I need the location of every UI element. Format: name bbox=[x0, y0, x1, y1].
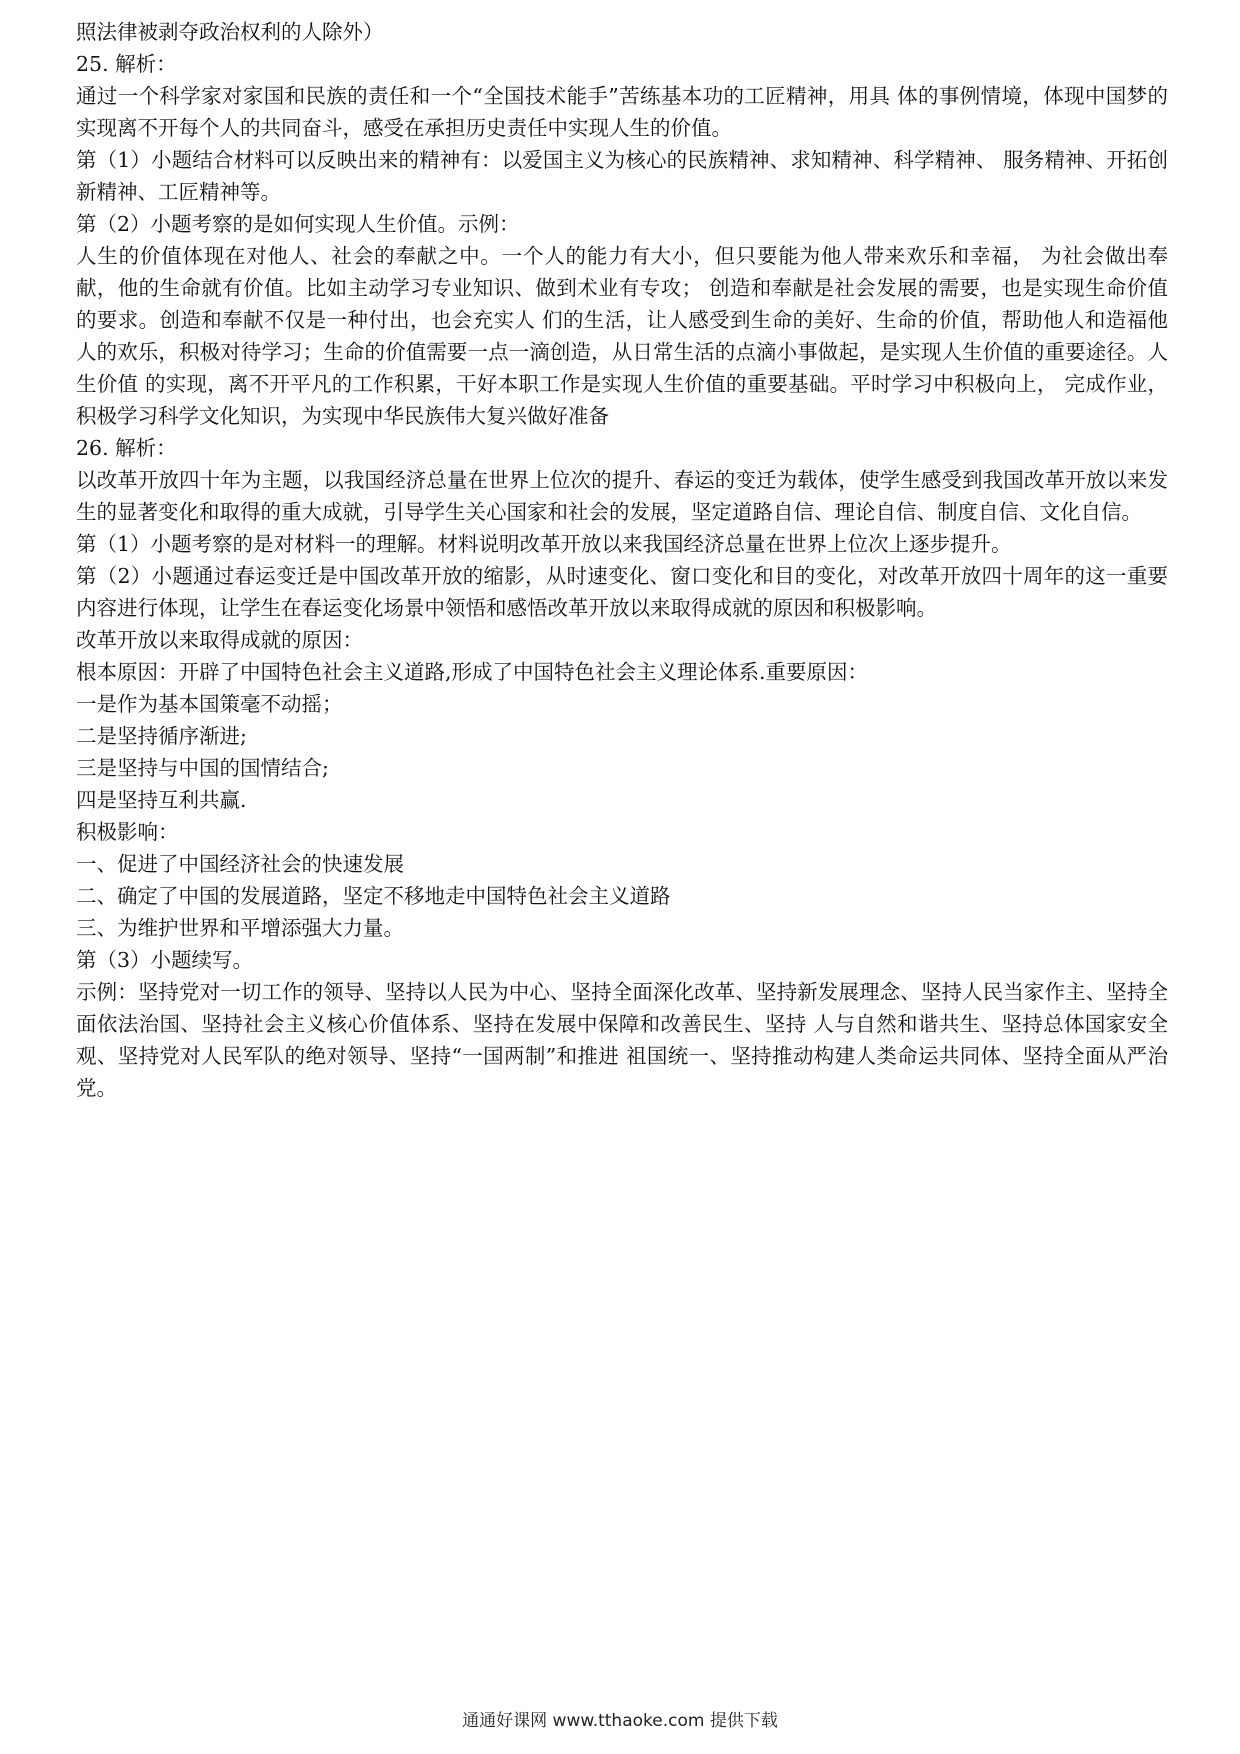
paragraph-25-example: 人生的价值体现在对他人、社会的奉献之中。一个人的能力有大小，但只要能为他人带来欢乐和幸福， 为社会做出奉献，他的生命就有价值。比如主动学习专业知识、做到术业有专攻； 创造和奉献是社会发展的需要，也是实现生命价值的要求。创造和奉献不仅是一种付出，也会充实人 们的生活，让人感受到生命的美好、生命的价值，帮助他人和造福他人的欢乐，积极对待学习；生命的价值需要一点一滴创造，从日常生活的点滴小事做起，是实现人生价值的重要途径。人生价值 的实现，离不开平凡的工作积累，干好本职工作是实现人生价值的重要基础。平时学习中积极向上， 完成作业，积极学习科学文化知识，为实现中华民族伟大复兴做好准备 bbox=[76, 244, 1168, 428]
paragraph-26-q3: 第（3）小题续写。 bbox=[76, 948, 254, 972]
paragraph-25-intro: 通过一个科学家对家国和民族的责任和一个“全国技术能手”苦练基本功的工匠精神，用具 体的事例情境，体现中国梦的实现离不开每个人的共同奋斗，感受在承担历史责任中实现人生的价值。 bbox=[76, 84, 1168, 140]
list-item-impact-3: 三、为维护世界和平增添强大力量。 bbox=[76, 916, 404, 940]
paragraph-continuation: 照法律被剥夺政治权利的人除外） bbox=[76, 20, 384, 44]
list-item-reason-2: 二是坚持循序渐进; bbox=[76, 724, 247, 748]
paragraph-26-q2: 第（2）小题通过春运变迁是中国改革开放的缩影，从时速变化、窗口变化和目的变化，对改革开放四十周年的这一重要内容进行体现，让学生在春运变化场景中领悟和感悟改革开放以来取得成就的原因和积极影响。 bbox=[76, 564, 1168, 620]
document-body bbox=[76, 16, 1168, 1104]
page-footer: 通通好课网 www.tthaoke.com 提供下载 bbox=[462, 1711, 778, 1731]
paragraph-26-q1: 第（1）小题考察的是对材料一的理解。材料说明改革开放以来我国经济总量在世界上位次上逐步提升。 bbox=[76, 532, 1012, 556]
section-heading-25: 25. 解析： bbox=[76, 52, 177, 76]
paragraph-reasons-heading: 改革开放以来取得成就的原因： bbox=[76, 628, 363, 652]
list-item-impact-2: 二、确定了中国的发展道路，坚定不移地走中国特色社会主义道路 bbox=[76, 884, 671, 908]
paragraph-25-q2: 第（2）小题考察的是如何实现人生价值。示例： bbox=[76, 212, 520, 236]
paragraph-root-cause: 根本原因：开辟了中国特色社会主义道路,形成了中国特色社会主义理论体系.重要原因： bbox=[76, 660, 869, 684]
paragraph-impact-heading: 积极影响： bbox=[76, 820, 179, 844]
list-item-reason-4: 四是坚持互利共赢. bbox=[76, 788, 247, 812]
list-item-impact-1: 一、促进了中国经济社会的快速发展 bbox=[76, 852, 404, 876]
list-item-reason-3: 三是坚持与中国的国情结合; bbox=[76, 756, 329, 780]
paragraph-26-intro: 以改革开放四十年为主题，以我国经济总量在世界上位次的提升、春运的变迁为载体，使学生感受到我国改革开放以来发生的显著变化和取得的重大成就，引导学生关心国家和社会的发展，坚定道路自信、理论自信、制度自信、文化自信。 bbox=[76, 468, 1168, 524]
list-item-reason-1: 一是作为基本国策毫不动摇； bbox=[76, 692, 343, 716]
section-heading-26: 26. 解析： bbox=[76, 436, 177, 460]
paragraph-25-q1: 第（1）小题结合材料可以反映出来的精神有：以爱国主义为核心的民族精神、求知精神、科学精神、 服务精神、开拓创新精神、工匠精神等。 bbox=[76, 148, 1168, 204]
paragraph-26-q3-example: 示例：坚持党对一切工作的领导、坚持以人民为中心、坚持全面深化改革、坚持新发展理念、坚持人民当家作主、坚持全面依法治国、坚持社会主义核心价值体系、坚持在发展中保障和改善民生、坚持 人与自然和谐共生、坚持总体国家安全观、坚持党对人民军队的绝对领导、坚持“一国两制”和推进 祖国统一、坚持推动构建人类命运共同体、坚持全面从严治党。 bbox=[76, 980, 1168, 1100]
